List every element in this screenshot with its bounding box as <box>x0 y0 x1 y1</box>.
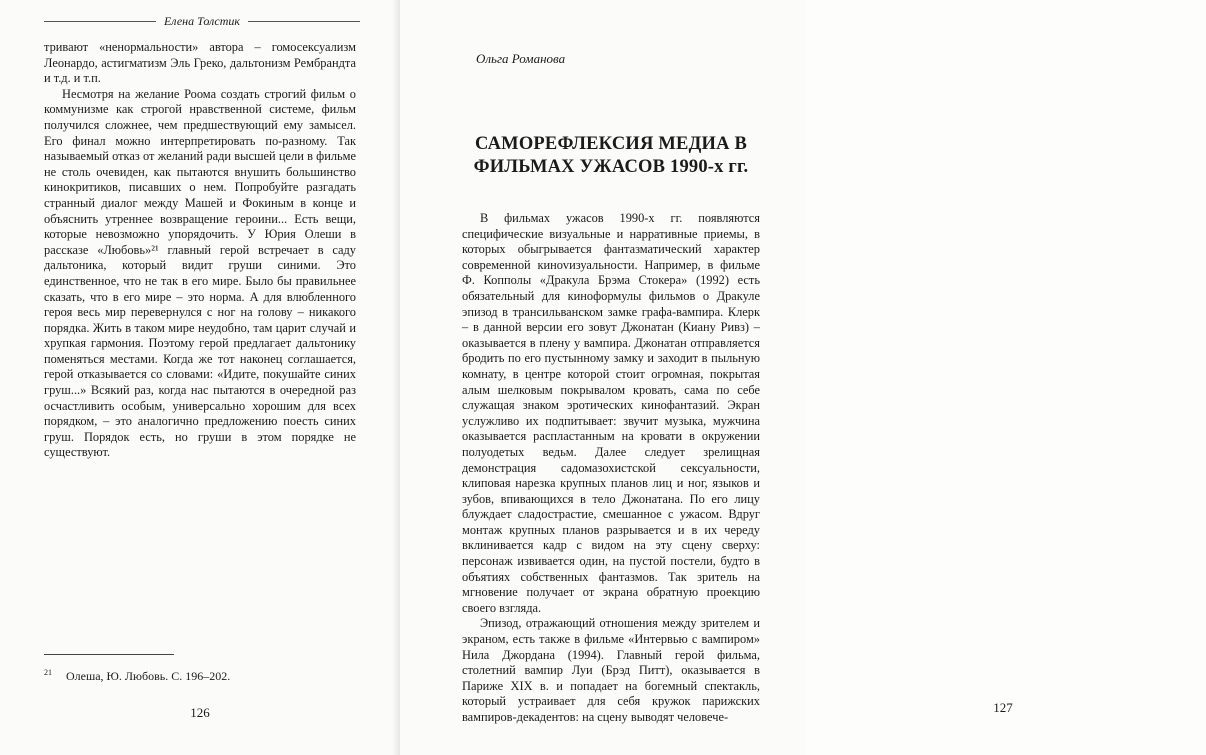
left-paragraph-1: тривают «ненормальности» автора – гомосексуализм Леонардо, астигматизм Эль Греко, дальтонизм Рембрандта и т.д. и т.п. <box>44 40 356 86</box>
right-body-text <box>462 211 760 726</box>
left-running-head-text: Елена Толстик <box>163 14 241 28</box>
footnote <box>44 665 356 684</box>
left-running-head <box>44 14 360 29</box>
left-body-text <box>44 40 356 461</box>
footnote-text: Олеша, Ю. Любовь. С. 196–202. <box>66 669 231 683</box>
footnote-rule <box>44 654 174 655</box>
right-page-number: 127 <box>993 700 1013 715</box>
article-title <box>462 133 760 179</box>
left-page <box>0 0 400 755</box>
right-paragraph-1: В фильмах ужасов 1990-х гг. появляются специфические визуальные и нарративные приемы, в которых обыгрывается фантазматический характер современной кинovизуальности. Например, в фильме Ф. Копполы «Дракула Брэма Стокера» (1992) есть обязательный для киноформулы фильмов о Дракуле эпизод в трансильванском замке графа-вампира. Клерк – в данной версии его зовут Джонатан (Киану Ривз) – оказывается в плену у вампира. Джонатан отправляется бродить по его пустынному замку и заходит в пыльную комнату, в центре которой стоит огромная, покрытая алым шелковым покрывалом кровать, сама по себе служащая знаком эротических кинофантазий. Экран услужливо их подпитывает: звучит музыка, мужчина оказывается распластанным на кровати в окружении полуодетых ведьм. Далее следует зрелищная демонстрация садомазохистской сексуальности, клиповая нарезка крупных планов лиц и ног, языков и зубов, впивающихся в тело Джонатана. По его лицу блуждает сладострастие, смешанное с ужасом. Вдруг монтаж крупных планов разрывается и в их череду вклинивается кадр с видом на эту сцену сверху: персонаж извивается один, на пустой постели, будто в объятиях собственных фантазмов. Так зритель на мгновение получает от экрана обратную проекцию своего взгляда. <box>462 211 760 615</box>
right-paragraph-2: Эпизод, отражающий отношения между зрителем и экраном, есть также в фильме «Интервью с вампиром» Нила Джордана (1994). Главный герой фильма, столетний вампир Луи (Брэд Питт), оказывается в Париже XIX в. и попадает на богемный спектакль, который устраивает для себя кружок парижских вампиров-декадентов: на сцену выводят человече- <box>462 616 760 724</box>
left-page-number: 126 <box>190 705 210 720</box>
left-paragraph-2: Несмотря на желание Роома создать строгий фильм о коммунизме как строгой нравственной системе, фильм получился сложнее, чем предшествующий ему замысел. Его финал можно интерпретировать по-разному. Так называемый отказ от желаний ради высшей цели в фильме не столь очевиден, как пытаются внушить большинство кинокритиков, писавших о нем. Попробуйте разгадать странный диалог между Машей и Фокиным в конце и объяснить утреннее возвращение героини... Есть вещи, которые невозможно упорядочить. У Юрия Олеши в рассказе «Любовь»²¹ главный герой встречает в саду дальтоника, который видит груши синими. Это единственное, что не так в его мире. Было бы правильнее сказать, что в его мире – это норма. А для влюбленного героя весь мир перевернулся с ног на голову – никакого порядка. Жить в таком мире неудобно, там царит случай и хрупкая гармония. Поэтому герой предлагает дальтонику поменяться местами. Когда же тот наконец соглашается, герой отказывается со словами: «Идите, покушайте синих груш...» Всякий раз, когда нас пытаются в очередной раз осчастливить особым, универсально хорошим для всех порядком, – это аналогично предложению поесть синих груш. Порядок есть, но груши в этом порядке не существуют. <box>44 86 356 460</box>
head-rule-left <box>44 21 156 22</box>
right-running-head: Ольга Романова <box>476 51 566 66</box>
article-title-line-1: САМОРЕФЛЕКСИЯ МЕДИА В <box>474 134 748 154</box>
footnote-number: 21 <box>44 668 52 677</box>
head-rule-right <box>248 21 360 22</box>
article-title-line-2: ФИЛЬМАХ УЖАСОВ 1990-х гг. <box>473 157 749 177</box>
right-page <box>400 0 1013 755</box>
